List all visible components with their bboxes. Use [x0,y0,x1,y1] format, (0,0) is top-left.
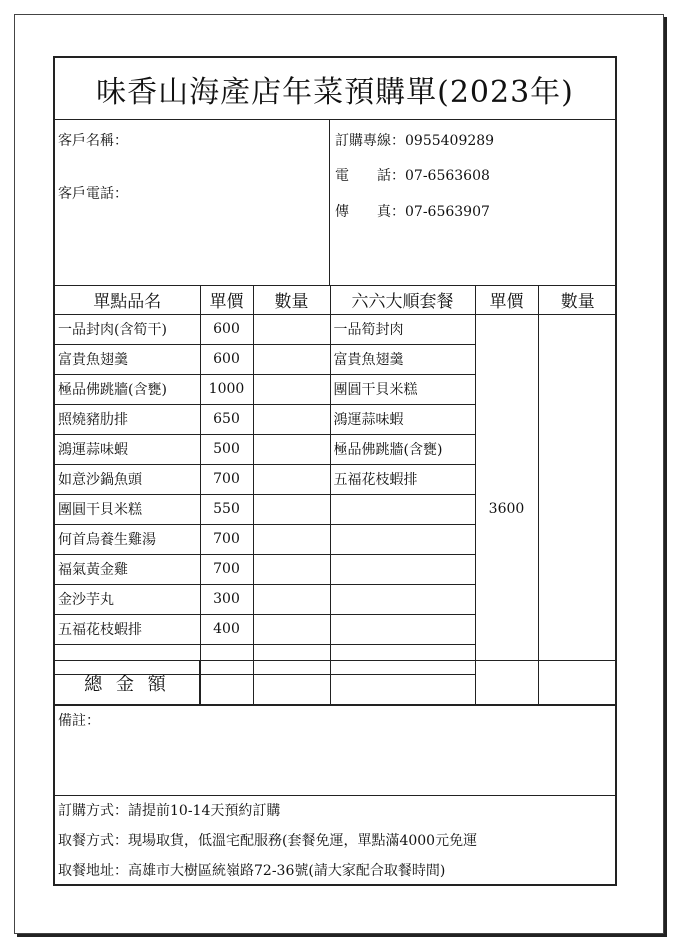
menu-body [55,314,617,704]
order-form [53,56,617,886]
customer-name-label: 客戶名稱： [58,133,128,149]
header-set-price: 單價 [475,286,538,314]
item-name: 如意沙鍋魚頭 [55,464,200,494]
item-name: 福氣黃金雞 [55,554,200,584]
pickup-method: 取餐方式：現場取貨，低溫宅配服務(套餐免運，單點滿4000元免運 [58,833,478,849]
header-price: 單價 [200,286,253,314]
item-qty [253,344,330,374]
set-item-name: 五福花枝蝦排 [330,464,475,494]
footer-section [55,796,615,886]
header-qty: 數量 [253,286,330,314]
item-price: 500 [200,434,253,464]
item-price: 550 [200,494,253,524]
pickup-address: 取餐地址：高雄市大樹區統嶺路72-36號(請大家配合取餐時間) [58,863,446,879]
menu-table [55,286,617,705]
set-item-name: 一品筍封肉 [330,314,475,344]
set-item-name: 極品佛跳牆(含甕) [330,434,475,464]
item-qty [253,314,330,344]
set-item-name: 富貴魚翅羹 [330,344,475,374]
info-divider [329,120,330,285]
item-price: 600 [200,314,253,344]
telephone: 電 話：07-6563608 [335,168,490,184]
notes-label: 備註： [58,713,100,729]
item-qty [253,374,330,404]
item-name: 富貴魚翅羹 [55,344,200,374]
item-price: 700 [200,464,253,494]
set-item-name [330,614,475,644]
item-qty [253,434,330,464]
header-set: 六六大順套餐 [330,286,475,314]
item-name: 照燒豬肋排 [55,404,200,434]
item-qty [253,614,330,644]
set-item-name: 鴻運蒜味蝦 [330,404,475,434]
item-qty [253,494,330,524]
set-item-name [330,584,475,614]
item-qty [253,524,330,554]
item-qty [253,554,330,584]
set-qty [538,314,617,704]
header-set-qty: 數量 [538,286,617,314]
item-price: 600 [200,344,253,374]
item-price: 1000 [200,374,253,404]
item-price: 700 [200,554,253,584]
item-qty [253,584,330,614]
total-row [55,660,615,706]
item-price: 400 [200,614,253,644]
item-name: 團圓干貝米糕 [55,494,200,524]
item-price: 300 [200,584,253,614]
table-row [55,314,617,344]
customer-phone-label: 客戶電話： [58,186,128,202]
item-name: 鴻運蒜味蝦 [55,434,200,464]
customer-info-section [55,120,615,286]
item-price: 650 [200,404,253,434]
fax: 傳 真：07-6563907 [335,204,490,220]
set-item-name: 團圓干貝米糕 [330,374,475,404]
item-qty [253,464,330,494]
item-name: 金沙芋丸 [55,584,200,614]
item-name: 何首烏養生雞湯 [55,524,200,554]
set-price: 3600 [475,314,538,704]
item-qty [253,404,330,434]
header-item: 單點品名 [55,286,200,314]
item-price: 700 [200,524,253,554]
item-name: 一品封肉(含筍干) [55,314,200,344]
order-method: 訂購方式：請提前10-14天預約訂購 [58,803,281,819]
set-item-name [330,524,475,554]
notes-section [55,706,615,796]
total-label: 總 金 額 [55,661,200,705]
item-name: 五福花枝蝦排 [55,614,200,644]
order-line: 訂購專線：0955409289 [335,133,495,149]
set-item-name [330,554,475,584]
item-name: 極品佛跳牆(含甕) [55,374,200,404]
form-title: 味香山海產店年菜預購單(2023年) [55,58,615,120]
set-item-name [330,494,475,524]
